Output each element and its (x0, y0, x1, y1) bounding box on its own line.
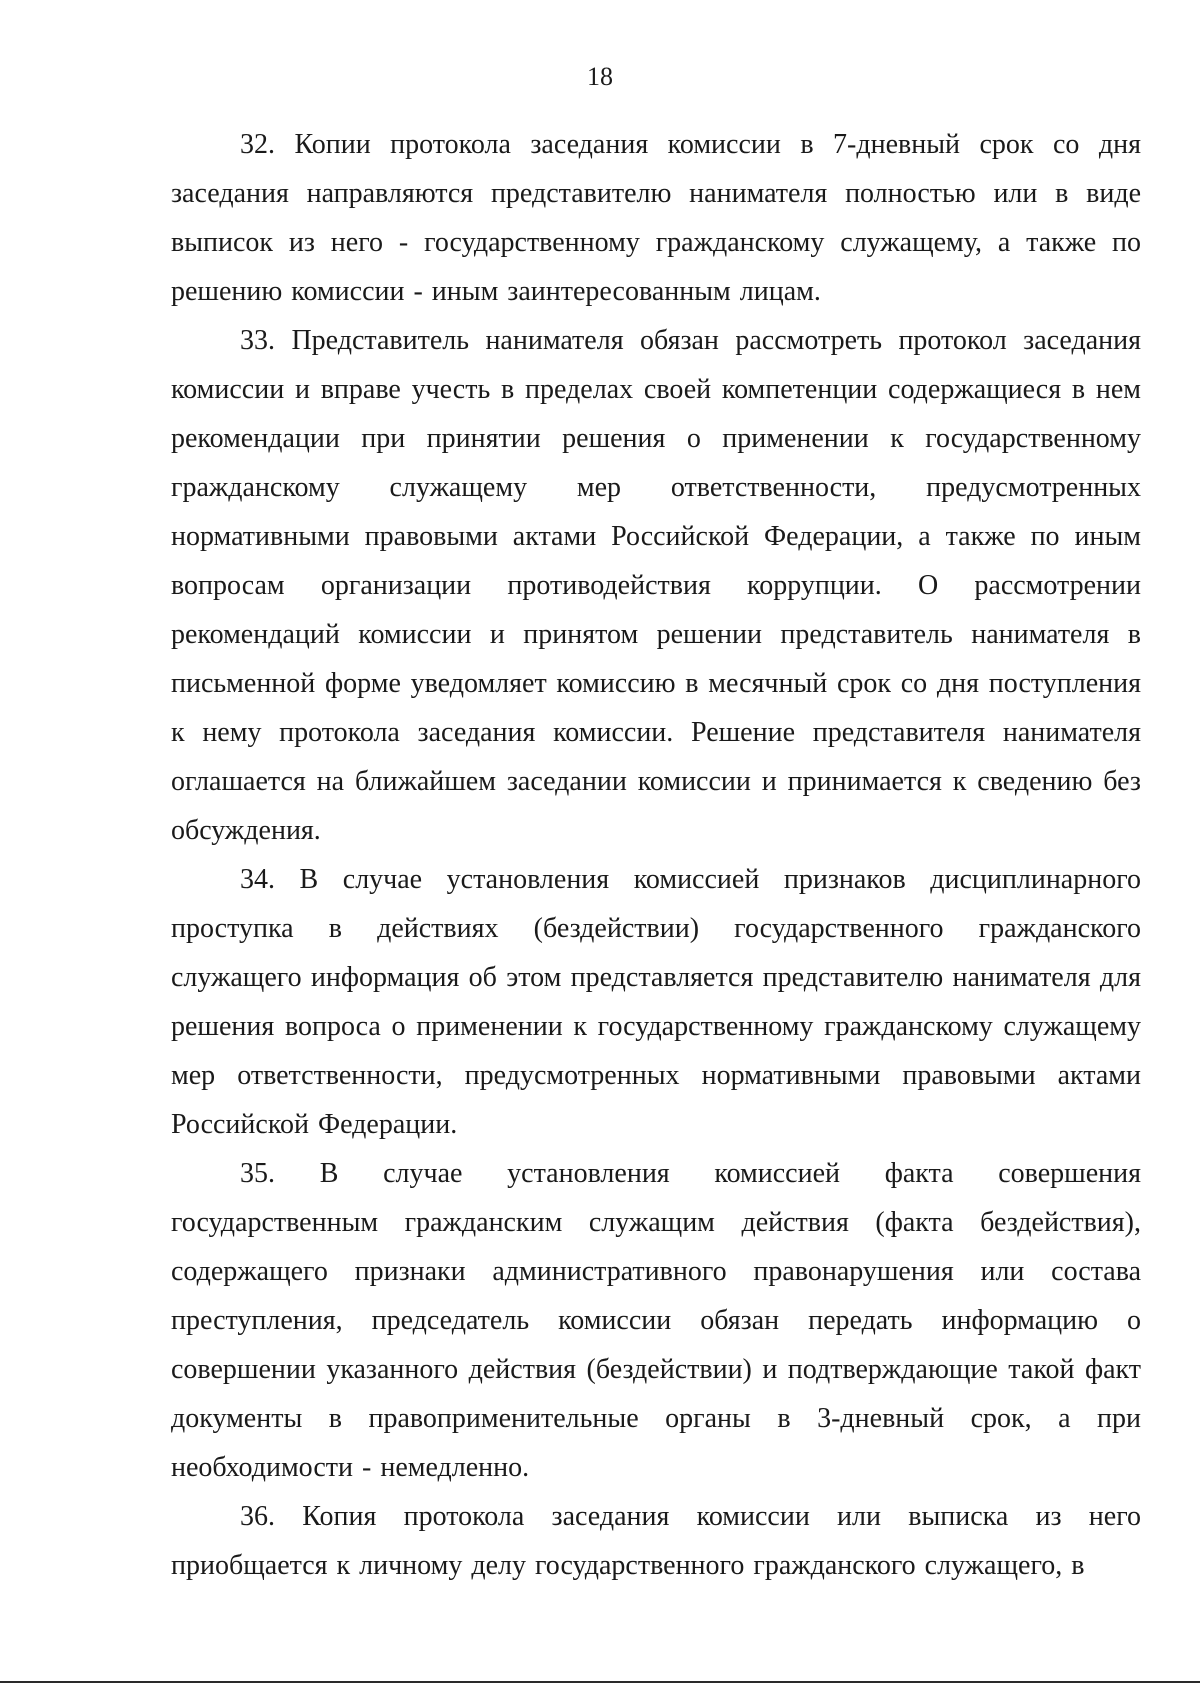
paragraph-32: 32. Копии протокола заседания комиссии в 7-дневный срок со дня заседания направляются представителю нанимателя полностью или в виде выписок из него - государственному гражданскому служащему, а также по решению комиссии - иным заинтересованным лицам. (171, 129, 1141, 307)
paragraph-34: 34. В случае установления комиссией признаков дисциплинарного проступка в действиях (бездействии) государственного гражданского служащего информация об этом представляется представителю нанимателя для решения вопроса о применении к государственному гражданскому служащему мер ответственности, предусмотренных нормативными правовыми актами Российской Федерации. (171, 864, 1141, 1140)
paragraph-35: 35. В случае установления комиссией факта совершения государственным гражданским служащим действия (факта бездействия), содержащего признаки административного правонарушения или состава преступления, председатель комиссии обязан передать информацию о совершении указанного действия (бездействии) и подтверждающие такой факт документы в правоприменительные органы в 3-дневный срок, а при необходимости - немедленно. (171, 1158, 1141, 1483)
document-body (171, 120, 1141, 1590)
page-bottom-divider (0, 1681, 1200, 1683)
paragraph-36: 36. Копия протокола заседания комиссии или выписка из него приобщается к личному делу государственного гражданского служащего, в (171, 1501, 1141, 1581)
paragraph-33: 33. Представитель нанимателя обязан рассмотреть протокол заседания комиссии и вправе учесть в пределах своей компетенции содержащиеся в нем рекомендации при принятии решения о применении к государственному гражданскому служащему мер ответственности, предусмотренных нормативными правовыми актами Российской Федерации, а также по иным вопросам организации противодействия коррупции. О рассмотрении рекомендаций комиссии и принятом решении представитель нанимателя в письменной форме уведомляет комиссию в месячный срок со дня поступления к нему протокола заседания комиссии. Решение представителя нанимателя оглашается на ближайшем заседании комиссии и принимается к сведению без обсуждения. (171, 325, 1141, 846)
page-number: 18 (587, 62, 613, 91)
